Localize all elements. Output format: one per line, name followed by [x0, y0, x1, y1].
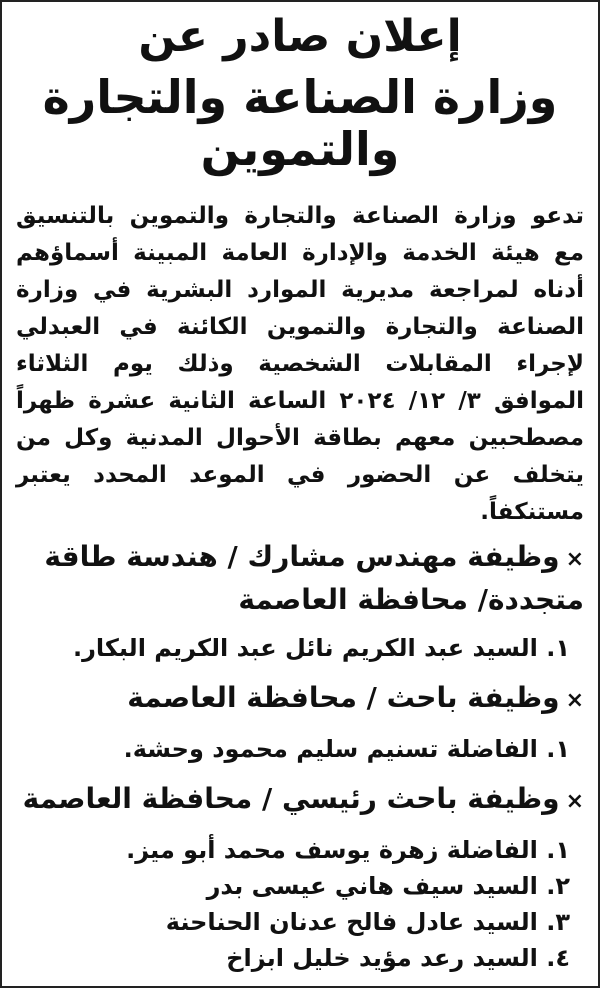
item-number: ٢. [546, 872, 570, 901]
candidate-list [16, 731, 584, 767]
candidate-item [16, 832, 570, 868]
job-heading [16, 537, 584, 620]
candidate-name: السيد سيف هاني عيسى بدر [206, 872, 538, 901]
candidate-list [16, 630, 584, 666]
announcement-body: تدعو وزارة الصناعة والتجارة والتموين بالتنسيق مع هيئة الخدمة والإدارة العامة المبينة أسماؤهم أدناه لمراجعة مديرية الموارد البشرية في وزارة الصناعة والتجارة والتموين الكائنة في العبدلي لإجراء المقابلات الشخصية وذلك يوم الثلاثاء الموافق ٣/ ١٢/ ٢٠٢٤ الساعة الثانية عشرة ظهراً مصطحبين معهم بطاقة الأحوال المدنية وكل من يتخلف عن الحضور في الموعد المحدد يعتبر مستنكفاً. [16, 203, 584, 526]
bullet-x-icon: × [565, 547, 584, 573]
candidate-item [16, 940, 570, 976]
announcement-title: إعلان صادر عن [138, 11, 462, 62]
candidate-name: السيد رعد مؤيد خليل ابزاخ [226, 944, 538, 973]
candidate-name: الفاضلة تسنيم سليم محمود وحشة. [123, 735, 538, 764]
job-section-3 [16, 779, 584, 976]
job-title: وظيفة مهندس مشارك / هندسة طاقة متجددة/ محافظة العاصمة [44, 540, 584, 617]
job-title: وظيفة باحث / محافظة العاصمة [127, 681, 560, 715]
job-heading [16, 678, 584, 721]
candidate-item [16, 904, 570, 940]
item-number: ٣. [546, 908, 570, 937]
bullet-x-icon: × [565, 688, 584, 714]
candidate-item [16, 731, 570, 767]
item-number: ١. [546, 836, 570, 865]
candidate-list [16, 832, 584, 976]
item-number: ١. [546, 634, 570, 663]
candidate-name: السيد عبد الكريم نائل عبد الكريم البكار. [72, 634, 538, 663]
job-heading [16, 779, 584, 822]
ministry-name: وزارة الصناعة والتجارة والتموين [42, 69, 558, 177]
bullet-x-icon: × [565, 789, 584, 815]
job-title: وظيفة باحث رئيسي / محافظة العاصمة [22, 782, 560, 816]
job-section-2 [16, 678, 584, 767]
job-section-1 [16, 537, 584, 666]
candidate-name: السيد عادل فالح عدنان الحناحنة [165, 908, 538, 937]
candidate-name: الفاضلة زهرة يوسف محمد أبو ميز. [126, 836, 538, 865]
candidate-item [16, 630, 570, 666]
item-number: ٤. [546, 944, 570, 973]
item-number: ١. [546, 735, 570, 764]
candidate-item [16, 868, 570, 904]
